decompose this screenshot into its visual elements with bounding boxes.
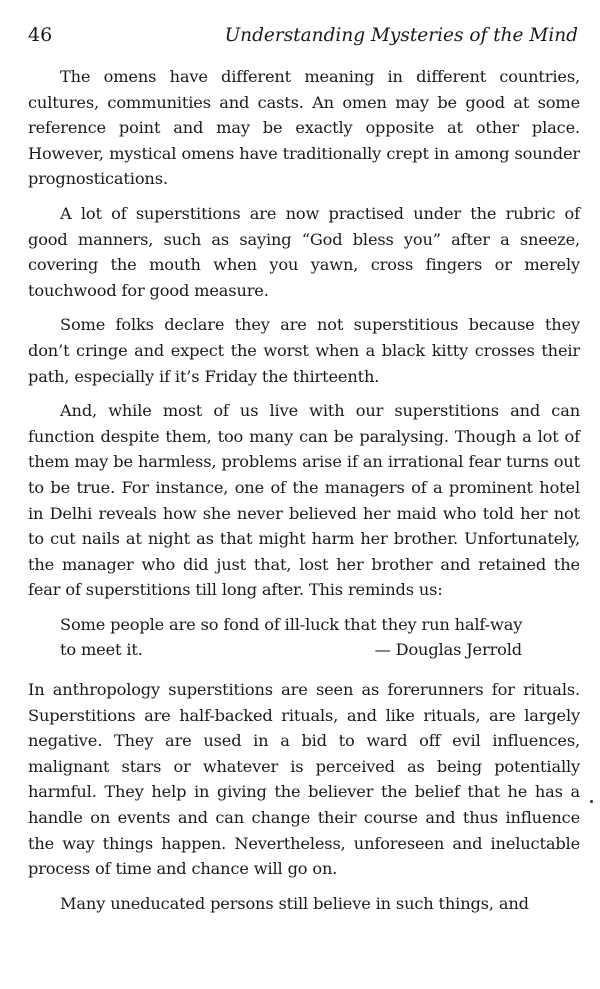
paragraph-anthropology: In anthropology superstitions are seen as forerunners for rituals. Superstitions are half-backed rituals, and like rituals, are largely negative. They are used in a bid to ward off evil influences, malignant stars or whatever is perceived as being potentially harmful. They help in giving the believer the belief that he has a handle on events and can change their course and thus influence the way things happen. Nevertheless, unforeseen and ineluctable process of time and chance will go on. <box>28 680 580 879</box>
page-number: 46 <box>28 24 53 46</box>
quote-attribution: — Douglas Jerrold <box>374 640 522 660</box>
paragraph-uneducated: Many uneducated persons still believe in such things, and <box>60 893 529 913</box>
paragraph-paralysing: And, while most of us live with our superstitions and can function despite them, too many can be paralysing. Though a lot of them may be harmless, problems arise if an irrational fear turns out to be true. For instance, one of the managers of a prominent hotel in Delhi reveals how she never believed her maid who told her not to cut nails at night as that might harm her brother. Unfortunately, the manager who did just that, lost her brother and retained the fear of superstitions till long after. This reminds us: <box>28 401 580 600</box>
running-title: Understanding Mysteries of the Mind <box>224 25 578 46</box>
quote-line-2-row <box>60 637 550 663</box>
paragraph-omens: The omens have different meaning in different countries, cultures, communities and casts. An omen may be good at some reference point and may be exactly opposite at other place. However, mystical omens have traditionally crept in among sounder prognostications. <box>28 67 580 189</box>
quote-line-1: Some people are so fond of ill-luck that they run half-way <box>60 614 523 634</box>
block-quote <box>60 612 550 663</box>
body-text <box>28 64 580 925</box>
quote-line-2: to meet it. <box>60 640 143 660</box>
margin-speck <box>590 800 593 803</box>
paragraph-good-manners: A lot of superstitions are now practised under the rubric of good manners, such as saying “God bless you” after a sneeze, covering the mouth when you yawn, cross fingers or merely touchwood for good measure. <box>28 203 580 300</box>
paragraph-black-kitty: Some folks declare they are not superstitious because they don’t cringe and expect the worst when a black kitty crosses their path, especially if it’s Friday the thirteenth. <box>28 315 580 386</box>
page-header <box>28 24 578 52</box>
